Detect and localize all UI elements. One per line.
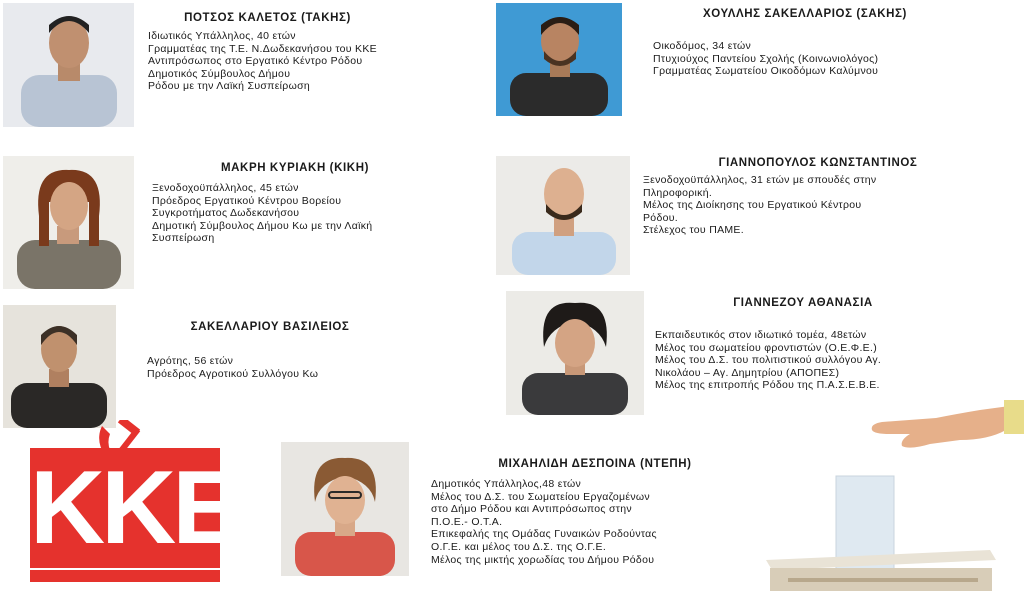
candidate-name: ΜΑΚΡΗ ΚΥΡΙΑΚΗ (ΚΙΚΗ) xyxy=(220,162,370,174)
bio-line: Μέλος του Δ.Σ. του Σωματείου Εργαζομένων xyxy=(431,490,650,503)
bio-line: Μέλος του σωματείου φροντιστών (Ο.Ε.Φ.Ε.) xyxy=(655,341,878,354)
bio-line: Δημοτικός Υπάλληλος,48 ετών xyxy=(431,478,582,490)
bio-line: στο Δήμο Ρόδου και Αντιπρόσωπος στην xyxy=(431,503,632,516)
candidate-photo xyxy=(496,3,622,116)
candidate-photo xyxy=(506,291,644,415)
candidate-photo xyxy=(496,156,630,275)
candidate-name: ΜΙΧΑΗΛΙΔΗ ΔΕΣΠΟΙΝΑ (ΝΤΕΠΗ) xyxy=(498,458,692,470)
bio-line: Μέλος της επιτροπής Ρόδου της Π.Α.Σ.Ε.Β.Ε. xyxy=(655,379,880,392)
candidate-bio xyxy=(431,478,657,566)
bio-line: Ρόδου με την Λαϊκή Συσπείρωση xyxy=(148,80,310,93)
candidate-bio xyxy=(152,182,467,245)
candidate-photo xyxy=(3,156,134,289)
bio-line: Εκπαιδευτικός στον ιδιωτικό τομέα, 48ετών xyxy=(655,329,867,341)
bio-line: Ξενοδοχοϋπάλληλος, 31 ετών με σπουδές στην xyxy=(643,174,877,186)
candidate-bio xyxy=(655,329,881,392)
candidate-name: ΣΑΚΕΛΛΑΡΙΟΥ ΒΑΣΙΛΕΙΟΣ xyxy=(190,321,350,333)
candidate-name: ΓΙΑΝΝΟΠΟΥΛΟΣ ΚΩΝΣΤΑΝΤΙΝΟΣ xyxy=(718,157,918,169)
bio-line: Δημοτική Σύμβουλος Δήμου Κω με την Λαϊκή xyxy=(152,219,373,232)
bio-line: Ο.Γ.Ε. και μέλος του Δ.Σ. της Ο.Γ.Ε. xyxy=(431,540,607,553)
bio-line: Γραμματέας Σωματείου Οικοδόμων Καλύμνου xyxy=(653,65,879,78)
candidate-name: ΓΙΑΝΝΕΖΟΥ ΑΘΑΝΑΣΙΑ xyxy=(733,297,873,309)
bio-line: Συγκροτήματος Δωδεκανήσου xyxy=(152,207,300,220)
candidate-photo xyxy=(3,3,134,127)
bio-line: Δημοτικός Σύμβουλος Δήμου xyxy=(148,67,291,80)
bio-line: Ξενοδοχοϋπάλληλος, 45 ετών xyxy=(152,182,299,194)
bio-line: Πρόεδρος Αγροτικού Συλλόγου Κω xyxy=(147,367,319,380)
bio-line: Συσπείρωση xyxy=(152,232,215,245)
candidate-bio xyxy=(643,174,965,237)
candidate-bio xyxy=(653,40,878,78)
candidate-name: ΧΟΥΛΛΗΣ ΣΑΚΕΛΛΑΡΙΟΣ (ΣΑΚΗΣ) xyxy=(703,8,907,20)
kke-logo: ΚΚΕ xyxy=(30,450,238,566)
bio-line: Μέλος της Διοίκησης του Εργατικού Κέντρου xyxy=(643,199,862,212)
candidate-name: ΠΟΤΣΟΣ ΚΑΛΕΤΟΣ (ΤΑΚΗΣ) xyxy=(184,12,351,24)
candidate-photo xyxy=(3,305,116,428)
bio-line: Νικολάου – Αγ. Δημητρίου (ΑΠΟΠΕΣ) xyxy=(655,366,840,379)
candidate-bio xyxy=(148,30,377,93)
bio-line: Γραμματέας της Τ.Ε. Ν.Δωδεκανήσου του ΚΚΕ xyxy=(148,42,377,55)
candidate-bio xyxy=(147,355,318,380)
bio-line: Επικεφαλής της Ομάδας Γυναικών Ροδούντας xyxy=(431,528,657,541)
bio-line: Πτυχιούχος Παντείου Σχολής (Κοινωνιολόγος) xyxy=(653,52,879,65)
bio-line: Οικοδόμος, 34 ετών xyxy=(653,40,752,52)
bio-line: Πρόεδρος Εργατικού Κέντρου Βορείου xyxy=(152,194,342,207)
bio-line: Αντιπρόσωπος στο Εργατικό Κέντρο Ρόδου xyxy=(148,55,363,68)
candidate-photo xyxy=(281,442,409,576)
bio-line: Στέλεχος του ΠΑΜΕ. xyxy=(643,224,744,237)
bio-line: Μέλος του Δ.Σ. του πολιτιστικού συλλόγου Αγ. xyxy=(655,354,882,367)
bio-line: Ιδιωτικός Υπάλληλος, 40 ετών xyxy=(148,30,296,42)
bio-line: Πληροφορική. xyxy=(643,186,713,199)
bio-line: Π.Ο.Ε.- Ο.Τ.Α. xyxy=(431,515,503,528)
bio-line: Μέλος της μικτής χορωδίας του Δήμου Ρόδου xyxy=(431,553,655,566)
bio-line: Αγρότης, 56 ετών xyxy=(147,355,234,367)
bio-line: Ρόδου. xyxy=(643,211,678,224)
ballot-box-illustration xyxy=(760,400,1024,591)
